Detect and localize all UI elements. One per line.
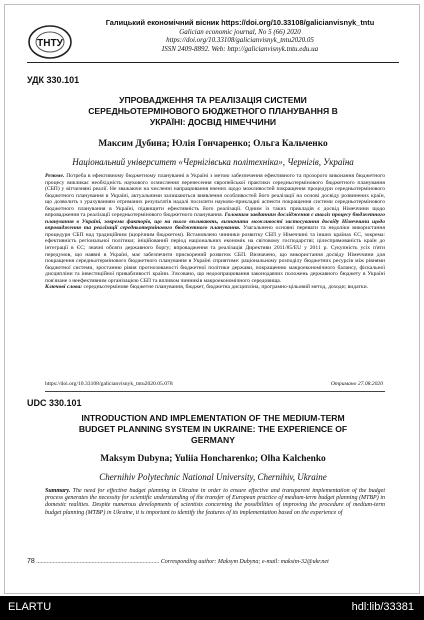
journal-info xyxy=(81,19,399,53)
abstract-task: Головним завданням дослідження є аналіз процесу бюджетного планування в Україні, зокрема факторів, що на нього впливають, визначити можливості застосування досвіду Німеччини щодо впровадження та реалізації середньотермінового бюджетного планування. xyxy=(45,212,385,232)
journal-issue: Galician economic journal, No 5 (66) 2020 xyxy=(179,27,301,36)
page-number: 78 xyxy=(27,558,35,565)
bottom-bar xyxy=(0,596,424,620)
journal-header xyxy=(27,19,399,71)
journal-title: Галицький економічний вісник https://doi.org/10.33108/galicianvisnyk_tntu xyxy=(105,18,375,27)
footer-dots: .................................................................................. xyxy=(36,559,160,565)
ua-title xyxy=(27,95,399,128)
issn-web[interactable]: ISSN 2409-8892. Web: http://galicianvisnyk.tntu.edu.ua xyxy=(161,44,319,53)
abstract-text-continued: Узагальнено основні переваги та недоліки використання процедури СБП над традиційним (щорічним бюджетом). Встановлено чинники розвитку СБП у Німеччині та інших країнах ЄС, зокрема: ефективність регіональної політики; ініційований період національних економік на світовому господарстві; цілеспрямованість країн до інтеграції в ЄС; значні обсяги державного боргу; впровадження та реалізація Директиви 2011/85/EU у 2011 р. Сукупність усіх п'яти передумов, що наявні в Україні, має забезпечити прискорений розвиток СБП. Визначено, що використання досвіду Німеччини для покращення середньотермінового бюджетного планування в Україні сприятиме: раціональному розподілу бюджетних ресурсів між рівнями бюджетної системи, зростанню рівня прогнозованості бюджетної політики держави, покращенню макроекономічного балансу, фіскальної дисципліни та інвестиційної привабливості країни. З'ясовано, що недоопрацювання законодавчих положень державного бюджету в Україні пов'язане з неефективним організацією СБП та впливом чинників макроекономічного середовища. xyxy=(45,225,385,284)
section-divider xyxy=(45,391,385,392)
handle-id: hdl:lib/33381 xyxy=(351,601,414,613)
en-authors: Maksym Dubyna; Yuliia Honcharenko; Olha Kalchenko xyxy=(100,454,326,464)
journal-page xyxy=(4,4,420,594)
ua-authors: Максим Дубина; Юлія Гончаренко; Ольга Кальченко xyxy=(98,139,328,149)
summary-label: Summary. xyxy=(45,488,71,494)
received-date: Отримано 27.08.2020 xyxy=(330,381,383,387)
ua-abstract xyxy=(45,173,385,370)
article-doi-link[interactable]: https://doi.org/10.33108/galicianvisnyk_tntu2020.05.078 xyxy=(45,381,173,387)
abstract-label: Резюме. xyxy=(45,173,65,179)
udc-code: UDC 330.101 xyxy=(27,398,82,408)
en-title xyxy=(27,413,399,446)
keywords-text: середньотермінове бюджетне планування, бюджет, бюджетна дисципліна, програмно-цільовий метод, доходи; видатки. xyxy=(83,284,368,291)
ua-affiliation: Національний університет «Чернігівська політехніка», Чернігів, Україна xyxy=(72,157,354,167)
page-footer xyxy=(27,558,399,566)
udk-code: УДК 330.101 xyxy=(27,75,80,85)
ua-title-line: УКРАЇНІ: ДОСВІД НІМЕЧЧИНИ xyxy=(149,117,277,127)
ua-title-line: СЕРЕДНЬОТЕРМІНОВОГО БЮДЖЕТНОГО ПЛАНУВАННЯ В xyxy=(88,106,338,116)
keywords-label: Ключові слова: xyxy=(45,284,83,291)
en-title-line: GERMANY xyxy=(191,435,235,445)
header-divider xyxy=(27,62,399,63)
tntu-logo xyxy=(27,23,73,61)
summary-text: The need for effective budget planning in Ukraine in order to ensure effective and transparent implementation of the budget process generates the necessity for scientific understanding of the transfer of European practice of medium-term budget planning (MTBP) in domestic realities. Despite numerous developments of scientists concerning the possibilities of improving the procedure of medium-term budget planning (MTBP) in Ukraine, it is important to identify the features of its implementation based on the experience of xyxy=(45,488,385,516)
en-affiliation: Chernihiv Polytechnic National University, Chernihiv, Ukraine xyxy=(99,472,327,482)
en-summary xyxy=(45,488,385,532)
en-title-line: BUDGET PLANNING SYSTEM IN UKRAINE: THE EXPERIENCE OF xyxy=(78,424,348,434)
logo-text: ТНТУ xyxy=(37,38,63,49)
en-title-line: INTRODUCTION AND IMPLEMENTATION OF THE MEDIUM-TERM xyxy=(81,413,345,423)
issue-doi-link[interactable]: https://doi.org/10.33108/galicianvisnyk_tntu2020.05 xyxy=(166,36,314,45)
repository-name: ELARTU xyxy=(8,601,52,613)
abstract-text: Потреба в ефективному бюджетному плануванні в Україні з метою забезпечення ефективного та прозорого виконання бюджетного процесу викликає необхідність наукового осмислення перенесення європейської практики середньотермінового бюджетного планування (СБП) у вітчизняні реалії. Не зважаючи на численні напрацювання вчених щодо можливостей покращення процедури середньотермінового бюджетного планування в Україні, актуальними залишаються виявлення особливостей його реалізації на основі досвіду розвинених країн, що дозволить з урахуванням отриманих результатів надалі посилити науково-прикладні аспекти покращення системи середньотермінового бюджетного планування в Україні, підвищити ефективність його реалізації. Одним із таких прикладів є досвід Німеччини щодо впровадження та реалізації середньотермінового бюджетного планування. xyxy=(45,173,385,219)
corresponding-author: Corresponding author: Maksym Dubyna; e-mail: maksim-32@ukr.net xyxy=(160,559,329,565)
ua-title-line: УПРОВАДЖЕННЯ ТА РЕАЛІЗАЦІЯ СИСТЕМИ xyxy=(119,95,307,105)
